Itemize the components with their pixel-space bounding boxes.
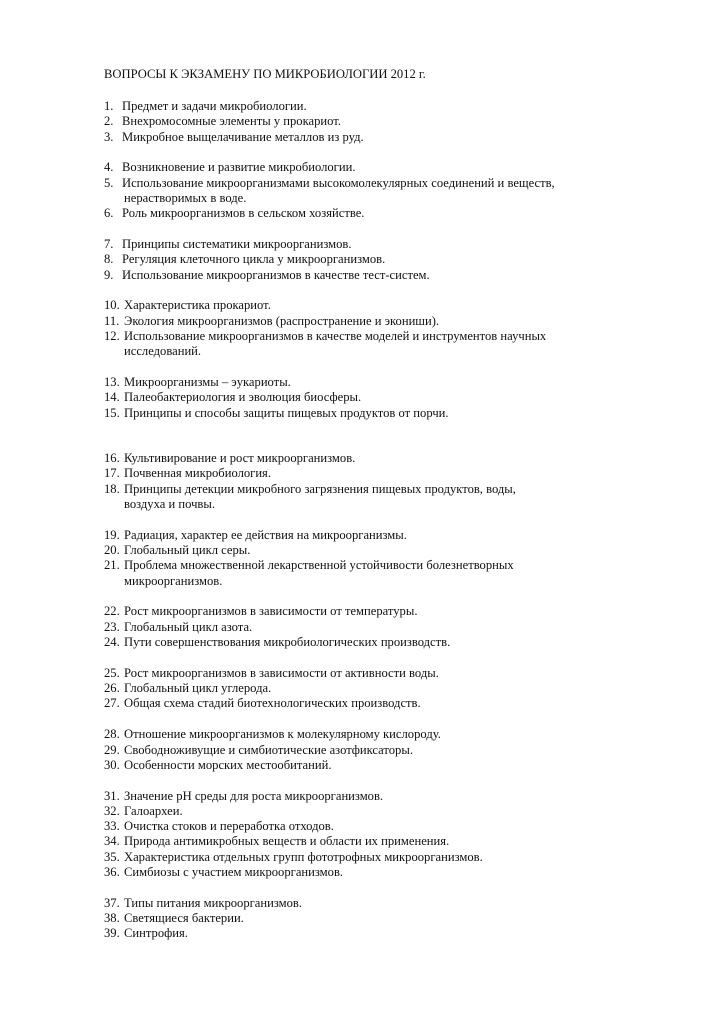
question-text: Пути совершенствования микробиологических производств. — [124, 635, 451, 650]
question-group — [104, 237, 604, 283]
question-text: Палеобактериология и эволюция биосферы. — [124, 390, 362, 405]
question-item — [104, 911, 604, 926]
question-number: 17. — [104, 466, 120, 481]
question-item — [104, 635, 604, 650]
question-text-continuation: микроорганизмов. — [124, 573, 223, 588]
question-text: Светящиеся бактерии. — [124, 911, 244, 926]
question-number: 16. — [104, 451, 120, 466]
question-group — [104, 528, 604, 589]
question-number: 32. — [104, 803, 120, 818]
question-item — [104, 206, 604, 221]
question-text: Регуляция клеточного цикла у микроорганизмов. — [122, 252, 386, 267]
question-number: 8. — [104, 252, 114, 267]
question-number: 15. — [104, 405, 120, 420]
question-number: 1. — [104, 99, 114, 113]
question-number: 30. — [104, 757, 120, 772]
question-number: 39. — [104, 926, 120, 941]
question-item — [104, 666, 604, 681]
question-group — [104, 604, 604, 650]
question-number: 38. — [104, 911, 120, 926]
question-text: Рост микроорганизмов в зависимости от активности воды. — [124, 665, 439, 680]
question-item — [104, 850, 604, 865]
question-item — [104, 865, 604, 880]
question-number: 5. — [104, 175, 114, 190]
question-item — [104, 252, 604, 267]
question-item — [104, 99, 604, 114]
question-number: 28. — [104, 727, 120, 742]
question-number: 3. — [104, 129, 114, 144]
question-number: 26. — [104, 681, 120, 696]
question-text: Культивирование и рост микроорганизмов. — [124, 451, 356, 466]
question-group — [104, 896, 604, 942]
document-page — [104, 67, 604, 957]
question-number: 25. — [104, 665, 120, 680]
question-item — [104, 406, 604, 421]
question-group — [104, 99, 604, 145]
question-text: Микробное выщелачивание металлов из руд. — [122, 129, 364, 144]
question-number: 27. — [104, 696, 120, 711]
question-text: Природа антимикробных веществ и области их применения. — [124, 834, 450, 849]
question-number: 24. — [104, 635, 120, 650]
question-number: 9. — [104, 267, 114, 282]
question-item — [104, 926, 604, 941]
question-number: 35. — [104, 849, 120, 864]
question-item — [104, 727, 604, 742]
question-number: 10. — [104, 298, 120, 313]
question-item — [104, 390, 604, 405]
question-text: Значение pH среды для роста микроорганизмов. — [124, 788, 384, 803]
question-number: 13. — [104, 375, 120, 390]
question-item — [104, 528, 604, 543]
question-text: Использование микроорганизмов в качестве тест-систем. — [122, 267, 430, 282]
question-text: Использование микроорганизмами высокомолекулярных соединений и веществ, — [122, 175, 555, 190]
question-text: Проблема множественной лекарственной устойчивости болезнетворных — [124, 558, 514, 573]
question-item — [104, 298, 604, 313]
question-number: 37. — [104, 895, 120, 910]
question-item — [104, 789, 604, 804]
question-number: 14. — [104, 390, 120, 405]
question-item — [104, 743, 604, 758]
question-text: Использование микроорганизмов в качестве моделей и инструментов научных — [124, 329, 547, 344]
question-item — [104, 543, 604, 558]
question-group — [104, 298, 604, 359]
question-text: Глобальный цикл серы. — [124, 543, 251, 558]
question-group — [104, 160, 604, 221]
question-text: Свободноживущие и симбиотические азотфиксаторы. — [124, 742, 413, 757]
question-item — [104, 804, 604, 819]
question-number: 34. — [104, 834, 120, 849]
question-item — [104, 466, 604, 481]
question-item — [104, 237, 604, 252]
question-number: 6. — [104, 206, 114, 221]
question-text: Предмет и задачи микробиологии. — [122, 99, 307, 113]
question-item — [104, 696, 604, 711]
question-item — [104, 160, 604, 175]
question-text: Роль микроорганизмов в сельском хозяйстве. — [122, 206, 365, 221]
question-text-continuation: нерастворимых в воде. — [124, 190, 247, 205]
question-number: 23. — [104, 619, 120, 634]
question-text: Принципы и способы защиты пищевых продуктов от порчи. — [124, 405, 449, 420]
question-text: Синтрофия. — [124, 926, 188, 941]
question-number: 20. — [104, 543, 120, 558]
question-text: Принципы детекции микробного загрязнения пищевых продуктов, воды, — [124, 481, 516, 496]
question-group — [104, 375, 604, 421]
question-text: Характеристика отдельных групп фототрофных микроорганизмов. — [124, 849, 483, 864]
question-group — [104, 666, 604, 712]
question-item — [104, 375, 604, 390]
question-text: Симбиозы с участием микроорганизмов. — [124, 865, 344, 880]
question-text: Почвенная микробиология. — [124, 466, 271, 481]
question-number: 21. — [104, 558, 120, 573]
question-group — [104, 727, 604, 773]
question-item — [104, 482, 604, 497]
question-item — [104, 681, 604, 696]
question-item — [104, 896, 604, 911]
question-text: Возникновение и развитие микробиологии. — [122, 160, 356, 175]
question-number: 33. — [104, 819, 120, 834]
question-number: 7. — [104, 237, 114, 252]
question-item — [104, 758, 604, 773]
question-number: 31. — [104, 788, 120, 803]
question-number: 12. — [104, 329, 120, 344]
question-group — [104, 451, 604, 512]
page-title: ВОПРОСЫ К ЭКЗАМЕНУ ПО МИКРОБИОЛОГИИ 2012 г. — [104, 67, 426, 81]
question-item — [104, 558, 604, 573]
question-item — [104, 620, 604, 635]
question-item — [104, 176, 604, 191]
question-text: Рост микроорганизмов в зависимости от температуры. — [124, 604, 418, 619]
question-item — [104, 451, 604, 466]
question-text: Принципы систематики микроорганизмов. — [122, 237, 352, 252]
question-text: Глобальный цикл азота. — [124, 619, 253, 634]
question-text: Особенности морских местообитаний. — [124, 757, 332, 772]
question-text: Характеристика прокариот. — [124, 298, 271, 313]
question-text: Галоархеи. — [124, 803, 183, 818]
question-number: 22. — [104, 604, 120, 619]
question-item — [104, 834, 604, 849]
question-text: Очистка стоков и переработка отходов. — [124, 819, 334, 834]
question-item — [104, 130, 604, 145]
question-text: Типы питания микроорганизмов. — [124, 895, 303, 910]
question-item — [104, 114, 604, 129]
question-item — [104, 314, 604, 329]
question-text: Отношение микроорганизмов к молекулярному кислороду. — [124, 727, 441, 742]
question-group — [104, 789, 604, 881]
question-item — [104, 604, 604, 619]
question-number: 29. — [104, 742, 120, 757]
question-number: 4. — [104, 160, 114, 175]
question-number: 18. — [104, 481, 120, 496]
question-item — [104, 329, 604, 344]
question-text: Экология микроорганизмов (распространение и экониши). — [124, 313, 440, 328]
question-item — [104, 268, 604, 283]
question-text: Глобальный цикл углерода. — [124, 681, 272, 696]
question-text: Внехромосомные элементы у прокариот. — [122, 114, 341, 129]
question-text: Микроорганизмы – эукариоты. — [124, 375, 291, 390]
question-number: 36. — [104, 865, 120, 880]
question-number: 2. — [104, 114, 114, 129]
question-number: 19. — [104, 527, 120, 542]
question-text-continuation: исследований. — [124, 344, 202, 359]
question-text: Общая схема стадий биотехнологических производств. — [124, 696, 421, 711]
question-text: Радиация, характер ее действия на микроорганизмы. — [124, 527, 407, 542]
question-number: 11. — [104, 313, 120, 328]
question-text-continuation: воздуха и почвы. — [124, 496, 215, 511]
question-item — [104, 819, 604, 834]
